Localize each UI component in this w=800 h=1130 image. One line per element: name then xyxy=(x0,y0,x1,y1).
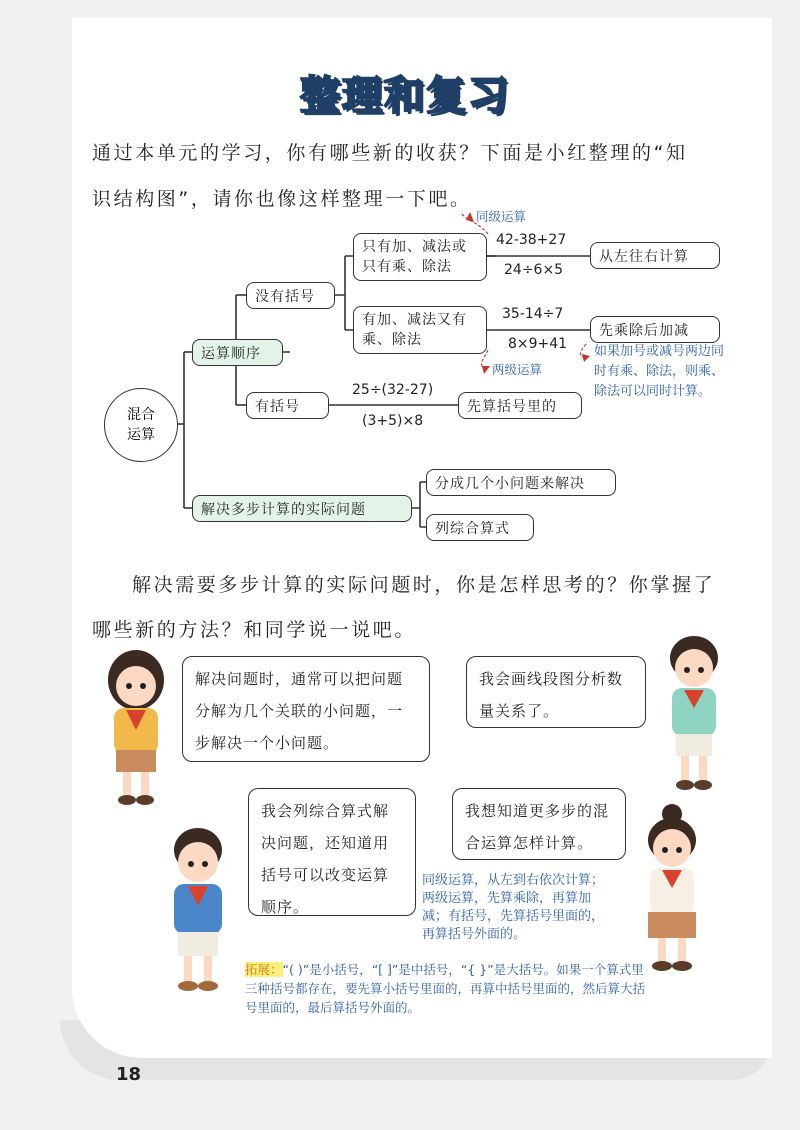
boy-illustration-right xyxy=(654,628,734,798)
solve-label: 解决多步计算的实际问题 xyxy=(201,501,366,518)
paren-label: 有括号 xyxy=(255,398,300,415)
mixed-expr-1: 35-14÷7 xyxy=(502,306,564,322)
solve-rule-1-node xyxy=(426,469,616,496)
mixed-level-node xyxy=(353,306,487,354)
same-level-node xyxy=(353,233,487,281)
speech-bubble-1-text: 解决问题时，通常可以把问题分解为几个关联的小问题，一步解决一个小问题。 xyxy=(195,670,404,752)
speech-bubble-2-text: 我会画线段图分析数量关系了。 xyxy=(479,670,624,720)
no-paren-node xyxy=(246,282,335,309)
speech-bubble-4-text: 我想知道更多步的混合运算怎样计算。 xyxy=(465,802,610,852)
order-label: 运算顺序 xyxy=(201,345,261,362)
solve-rule-1-label: 分成几个小问题来解决 xyxy=(435,475,585,492)
mixed-rule-label: 先乘除后加减 xyxy=(599,322,689,339)
paren-node xyxy=(246,392,329,419)
speech-bubble-2 xyxy=(466,656,646,728)
paren-rule-label: 先算括号里的 xyxy=(467,398,557,415)
title-banner xyxy=(300,64,550,124)
same-level-label: 只有加、减法或只有乘、除法 xyxy=(362,239,467,275)
extension-note xyxy=(245,960,645,1017)
paren-rule-node xyxy=(458,392,582,419)
root-label-2: 运算 xyxy=(127,427,155,443)
solve-node xyxy=(192,495,412,522)
speech-bubble-3-text: 我会列综合算式解决问题，还知道用括号可以改变运算顺序。 xyxy=(261,802,390,916)
page-number: 18 xyxy=(116,1064,142,1085)
no-paren-label: 没有括号 xyxy=(255,288,315,305)
girl-illustration-bottom-right xyxy=(630,800,714,980)
speech-bubble-1 xyxy=(182,656,430,762)
solve-rule-2-label: 列综合算式 xyxy=(435,520,510,537)
boy-illustration-bottom-left xyxy=(156,820,240,1000)
extension-label: 拓展： xyxy=(245,962,283,977)
question-line-1: 解决需要多步计算的实际问题时，你是怎样思考的？你掌握了 xyxy=(132,574,716,596)
speech-bubble-4 xyxy=(452,788,626,860)
solve-rule-2-node xyxy=(426,514,534,541)
intro-line-2: 识结构图”，请你也像这样整理一下吧。 xyxy=(92,188,472,210)
mixed-level-label: 有加、减法又有乘、除法 xyxy=(362,312,467,348)
paren-expr-2: (3+5)×8 xyxy=(362,413,424,429)
mixed-level-tag: 两级运算 xyxy=(492,362,543,377)
speech-bubble-3 xyxy=(248,788,416,916)
extension-text: “( )”是小括号，“[ ]”是中括号，“{ }”是大括号。如果一个算式里三种括号都存在，要先算小括号里面的，再算中括号里面的，然后算大括号里面的，最后算括号外面的。 xyxy=(245,962,646,1015)
question-line-2: 哪些新的方法？和同学说一说吧。 xyxy=(92,619,417,641)
same-level-rule-node xyxy=(590,242,720,269)
mixed-expr-2: 8×9+41 xyxy=(508,336,568,352)
intro-line-1: 通过本单元的学习，你有哪些新的收获？下面是小红整理的“知 xyxy=(92,142,688,164)
answer-note: 同级运算，从左到右依次计算；两级运算，先算乘除，再算加减；有括号，先算括号里面的，再算括号外面的。 xyxy=(422,873,605,942)
same-level-rule-label: 从左往右计算 xyxy=(599,248,689,265)
same-level-tag: 同级运算 xyxy=(476,209,527,224)
girl-illustration-left xyxy=(96,642,176,812)
root-node xyxy=(104,388,178,462)
same-level-expr-2: 24÷6×5 xyxy=(504,262,564,278)
paren-expr-1: 25÷(32-27) xyxy=(352,382,434,398)
order-node xyxy=(192,339,283,366)
same-level-expr-1: 42-38+27 xyxy=(496,232,567,248)
mixed-rule-node xyxy=(590,316,720,343)
root-label-1: 混合 xyxy=(127,407,155,423)
page-title: 整理和复习 xyxy=(300,73,510,119)
mixed-note: 如果加号或减号两边同时有乘、除法，则乘、除法可以同时计算。 xyxy=(594,344,725,399)
